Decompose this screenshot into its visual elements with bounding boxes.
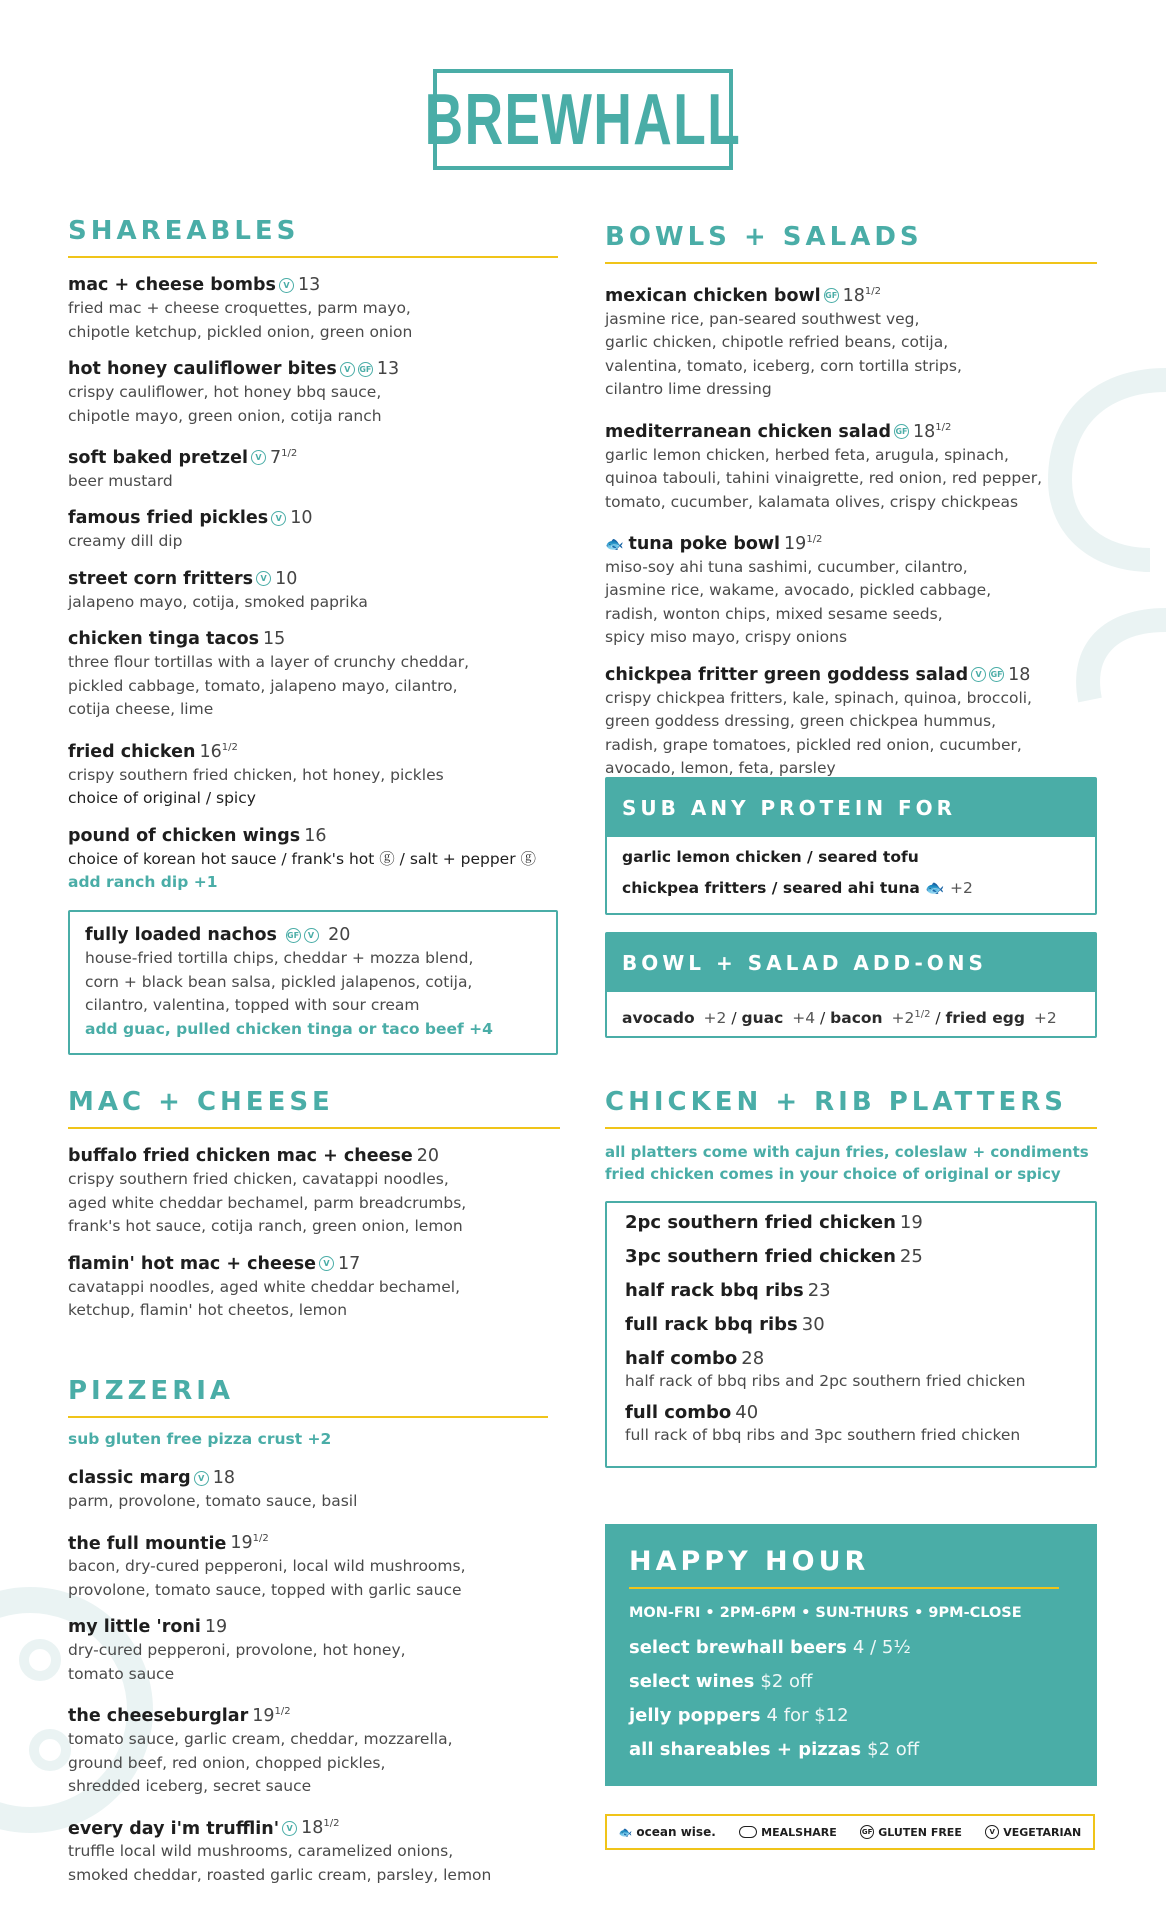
menu-item-header bbox=[605, 664, 1097, 687]
platter-item-header bbox=[625, 1279, 1077, 1303]
price-value: 19 bbox=[899, 1212, 923, 1233]
happy-hour-item-name: jelly poppers bbox=[629, 1705, 761, 1726]
menu-item-header bbox=[68, 1528, 548, 1556]
section-divider bbox=[605, 262, 1097, 264]
platter-description: full rack of bbq ribs and 3pc southern fried chicken bbox=[625, 1426, 1021, 1444]
menu-item bbox=[605, 664, 1097, 781]
dietary-badge-icon: V bbox=[256, 571, 271, 586]
menu-item-price: 20 bbox=[328, 925, 351, 946]
menu-item-header bbox=[68, 358, 558, 381]
happy-hour-item bbox=[629, 1699, 1073, 1733]
price-value: 15 bbox=[263, 629, 286, 650]
menu-item bbox=[68, 1528, 548, 1603]
protein-option-line bbox=[622, 873, 1080, 904]
menu-item-price bbox=[290, 508, 312, 528]
menu-item-price bbox=[304, 826, 326, 846]
menu-item-header bbox=[68, 1813, 548, 1841]
addons-box bbox=[605, 932, 1097, 1038]
menu-item-name: hot honey cauliflower bites bbox=[68, 359, 337, 379]
menu-item-name: mac + cheese bombs bbox=[68, 275, 276, 295]
add-on-note: add ranch dip +1 bbox=[68, 873, 218, 892]
menu-item-description: house-fried tortilla chips, cheddar + mozza blend, corn + black bean salsa, pickled jalapenos, cotija, cilantro, valentina, topped with sour cream bbox=[85, 949, 474, 1015]
price-fraction: 1/2 bbox=[274, 1706, 291, 1718]
menu-item bbox=[68, 1467, 548, 1514]
price-fraction: 1/2 bbox=[281, 448, 298, 459]
menu-item-header bbox=[68, 442, 558, 470]
menu-item-price bbox=[230, 1533, 268, 1553]
section-title: PIZZERIA bbox=[68, 1376, 235, 1406]
menu-item-name: the cheeseburglar bbox=[68, 1706, 249, 1727]
menu-item-header bbox=[605, 416, 1097, 444]
price-value: 18 bbox=[212, 1468, 235, 1488]
price-value: 7 bbox=[269, 447, 282, 468]
happy-hour-item bbox=[629, 1631, 1073, 1665]
menu-item-price bbox=[913, 422, 951, 442]
add-on-note: add guac, pulled chicken tinga or taco beef +4 bbox=[85, 1019, 493, 1038]
menu-item-choice: choice of korean hot sauce / frank's hot ⓖ / salt + pepper ⓖ bbox=[68, 849, 537, 868]
menu-item-description: crispy chickpea fritters, kale, spinach, quinoa, broccoli, green goddess dressing, green chickpea hummus, radish, grape tomatoes, pickled red onion, cucumber, avocado, lemon, feta, parsley bbox=[605, 688, 1032, 778]
menu-item-description: parm, provolone, tomato sauce, basil bbox=[68, 1492, 358, 1510]
menu-item-header bbox=[68, 507, 558, 530]
price-value: 17 bbox=[337, 1253, 361, 1274]
brewhall-logo bbox=[424, 69, 742, 170]
platter-name: half combo bbox=[625, 1348, 738, 1369]
dietary-badge-icon: V bbox=[282, 1821, 297, 1836]
menu-item-price bbox=[900, 1212, 923, 1233]
dietary-badge-icon: V bbox=[279, 278, 294, 293]
menu-item-header bbox=[68, 1700, 548, 1728]
separator: / bbox=[815, 1009, 831, 1028]
protein-option-text: chickpea fritters / seared ahi tuna bbox=[622, 879, 920, 897]
menu-item-name: mediterranean chicken salad bbox=[605, 421, 891, 442]
protein-option-price: +2 bbox=[949, 879, 973, 897]
price-fraction: 1/2 bbox=[914, 1009, 931, 1020]
menu-item-header bbox=[85, 924, 541, 947]
menu-item-header bbox=[68, 1253, 560, 1276]
menu-item-price bbox=[377, 359, 399, 379]
dietary-badge-icon: GF bbox=[989, 667, 1004, 682]
dietary-badge-icon: V bbox=[971, 667, 986, 682]
menu-item-price bbox=[735, 1402, 758, 1423]
menu-item-description: three flour tortillas with a layer of crunchy cheddar, pickled cabbage, tomato, jalapeno mayo, cilantro, cotija cheese, lime bbox=[68, 653, 469, 719]
menu-item-header bbox=[68, 568, 558, 591]
menu-item-price bbox=[301, 1818, 339, 1838]
price-fraction: 1/2 bbox=[806, 534, 823, 546]
menu-item-price bbox=[704, 1009, 727, 1027]
platter-item-header bbox=[625, 1347, 1077, 1371]
fish-icon: 🐟 bbox=[925, 879, 945, 897]
price-value: +4 bbox=[792, 1009, 816, 1028]
pizzeria-note: sub gluten free pizza crust +2 bbox=[68, 1430, 332, 1448]
menu-item-price bbox=[298, 275, 320, 295]
separator: / bbox=[930, 1009, 946, 1028]
menu-item bbox=[68, 274, 558, 344]
menu-item-price bbox=[741, 1348, 764, 1369]
menu-item bbox=[68, 736, 558, 811]
price-fraction: 1/2 bbox=[935, 421, 952, 433]
platter-item bbox=[625, 1279, 1077, 1303]
menu-item-header bbox=[605, 528, 1097, 556]
menu-item-name: soft baked pretzel bbox=[68, 447, 248, 468]
platter-item bbox=[625, 1347, 1077, 1391]
menu-item-name: tuna poke bowl bbox=[628, 533, 781, 554]
section-divider bbox=[68, 1127, 560, 1129]
menu-item-price bbox=[1008, 665, 1030, 685]
platter-item bbox=[625, 1313, 1077, 1337]
box-title: SUB ANY PROTEIN FOR bbox=[607, 779, 1095, 837]
platter-item bbox=[625, 1401, 1077, 1445]
price-value: 10 bbox=[275, 568, 298, 589]
price-value: 19 bbox=[204, 1617, 228, 1638]
price-value: +2 bbox=[703, 1009, 727, 1028]
menu-item-price bbox=[843, 286, 881, 306]
platter-description: half rack of bbq ribs and 2pc southern fried chicken bbox=[625, 1372, 1026, 1390]
menu-item-price bbox=[338, 1254, 360, 1274]
platter-item bbox=[625, 1245, 1077, 1269]
featured-item-box bbox=[68, 910, 558, 1055]
menu-item-header bbox=[68, 825, 558, 848]
legend-bar bbox=[605, 1814, 1095, 1850]
happy-hour-title: HAPPY HOUR bbox=[629, 1546, 870, 1577]
price-value: 18 bbox=[301, 1818, 324, 1839]
menu-item bbox=[605, 528, 1097, 650]
menu-item-price bbox=[213, 1468, 235, 1488]
menu-item-price bbox=[199, 742, 237, 762]
dietary-badge-icon: V bbox=[194, 1471, 209, 1486]
platters-section bbox=[605, 1085, 1097, 1468]
menu-item-header bbox=[68, 628, 558, 651]
happy-hour-item-price: $2 off bbox=[867, 1739, 920, 1760]
platter-name: full rack bbq ribs bbox=[625, 1314, 798, 1335]
menu-item-description: tomato sauce, garlic cream, cheddar, mozzarella, ground beef, red onion, chopped pickles, shredded iceberg, secret sauce bbox=[68, 1730, 453, 1796]
menu-item-name: pound of chicken wings bbox=[68, 825, 301, 846]
happy-hour-list bbox=[629, 1631, 1073, 1767]
menu-item-header bbox=[68, 736, 558, 764]
menu-item-price bbox=[275, 569, 297, 589]
legend-label: GLUTEN FREE bbox=[878, 1825, 962, 1839]
badge-group bbox=[283, 925, 319, 945]
protein-option-line: garlic lemon chicken / seared tofu bbox=[622, 848, 919, 866]
dietary-badge-icon: GF bbox=[358, 362, 373, 377]
menu-item bbox=[68, 628, 558, 722]
sub-protein-box bbox=[605, 777, 1097, 915]
platters-note: all platters come with cajun fries, coleslaw + condiments bbox=[605, 1143, 1089, 1161]
legend-label: ocean wise. bbox=[636, 1825, 716, 1839]
menu-item-name: famous fried pickles bbox=[68, 508, 269, 529]
menu-item-header bbox=[68, 274, 558, 297]
platter-item-header bbox=[625, 1211, 1077, 1235]
legend-vegetarian bbox=[985, 1825, 1081, 1839]
price-value: 28 bbox=[741, 1348, 765, 1369]
menu-item bbox=[68, 1700, 548, 1798]
price-fraction: 1/2 bbox=[864, 286, 882, 297]
legend-label: VEGETARIAN bbox=[1003, 1825, 1082, 1839]
price-value: 25 bbox=[899, 1246, 923, 1267]
menu-item bbox=[68, 1813, 548, 1888]
price-value: 18 bbox=[912, 421, 936, 442]
platter-name: full combo bbox=[625, 1402, 732, 1423]
dietary-badge-icon: V bbox=[319, 1256, 334, 1271]
vegetarian-icon: V bbox=[985, 1825, 999, 1839]
bowls-salads-section bbox=[605, 220, 1097, 781]
price-value: 16 bbox=[199, 741, 222, 762]
menu-item-name: every day i'm trufflin' bbox=[68, 1818, 280, 1839]
menu-item-price bbox=[808, 1280, 831, 1301]
shareables-section bbox=[68, 214, 558, 1055]
platters-box bbox=[605, 1201, 1097, 1468]
happy-hour-schedule: MON-FRI • 2PM-6PM • SUN-THURS • 9PM-CLOSE bbox=[629, 1605, 1022, 1621]
fish-icon: 🐟 bbox=[618, 1825, 633, 1839]
menu-item-description: crispy southern fried chicken, cavatappi noodles, aged white cheddar bechamel, parm breadcrumbs, frank's hot sauce, cotija ranch, green onion, lemon bbox=[68, 1170, 467, 1235]
menu-item bbox=[68, 1145, 560, 1239]
menu-items bbox=[68, 274, 558, 894]
menu-item-description: jalapeno mayo, cotija, smoked paprika bbox=[68, 592, 368, 611]
box-title: BOWL + SALAD ADD-ONS bbox=[607, 934, 1095, 992]
happy-hour-item-price: $2 off bbox=[760, 1671, 813, 1692]
menu-item-name: fried chicken bbox=[68, 741, 196, 762]
section-divider bbox=[68, 1416, 548, 1418]
platter-item-header bbox=[625, 1313, 1077, 1337]
price-value: 19 bbox=[784, 533, 807, 554]
menu-item bbox=[605, 280, 1097, 402]
price-value: 18 bbox=[842, 285, 865, 306]
happy-hour-item-name: all shareables + pizzas bbox=[629, 1739, 862, 1760]
menu-item-name: the full mountie bbox=[68, 1533, 227, 1554]
mac-cheese-section bbox=[68, 1085, 560, 1323]
price-value: 16 bbox=[304, 825, 327, 846]
dietary-badge-icon: GF bbox=[824, 288, 839, 303]
price-value: 19 bbox=[230, 1533, 253, 1554]
gluten-free-icon: GF bbox=[860, 1825, 874, 1839]
menu-item-price bbox=[802, 1314, 825, 1335]
price-value: +2 bbox=[891, 1009, 915, 1028]
price-value: 30 bbox=[801, 1314, 825, 1335]
addon-name: avocado bbox=[622, 1009, 695, 1028]
happy-hour-item bbox=[629, 1665, 1073, 1699]
platter-item-header bbox=[625, 1401, 1077, 1425]
menu-item-name: mexican chicken bowl bbox=[605, 285, 821, 306]
section-title: CHICKEN + RIB PLATTERS bbox=[605, 1087, 1068, 1117]
menu-item bbox=[68, 507, 558, 554]
menu-item bbox=[68, 825, 558, 895]
addon-name: fried egg bbox=[945, 1009, 1025, 1028]
price-value: 18 bbox=[1008, 664, 1031, 685]
separator: / bbox=[726, 1009, 742, 1028]
menu-item-name: flamin' hot mac + cheese bbox=[68, 1253, 316, 1274]
platter-name: 3pc southern fried chicken bbox=[625, 1246, 896, 1267]
menu-item-name: chicken tinga tacos bbox=[68, 629, 260, 650]
dietary-badge-icon: GF bbox=[286, 928, 301, 943]
platter-item bbox=[625, 1211, 1077, 1235]
dietary-badge-icon: V bbox=[251, 450, 266, 465]
menu-item-price bbox=[417, 1146, 439, 1166]
menu-item bbox=[68, 1616, 548, 1686]
menu-item-description: crispy cauliflower, hot honey bbq sauce, chipotle mayo, green onion, cotija ranch bbox=[68, 383, 382, 425]
platter-name: 2pc southern fried chicken bbox=[625, 1212, 896, 1233]
section-divider bbox=[629, 1587, 1059, 1589]
addons-line bbox=[607, 992, 1095, 1041]
menu-item-price bbox=[784, 534, 822, 554]
menu-item bbox=[68, 442, 558, 493]
menu-item-description: garlic lemon chicken, herbed feta, arugula, spinach, quinoa tabouli, tahini vinaigrette, red onion, red pepper, tomato, cucumber, kalamata olives, crispy chickpeas bbox=[605, 445, 1043, 511]
menu-item bbox=[68, 358, 558, 428]
price-value: 13 bbox=[376, 359, 400, 379]
menu-item-description: truffle local wild mushrooms, caramelized onions, smoked cheddar, roasted garlic cream, parsley, lemon bbox=[68, 1842, 492, 1884]
price-fraction: 1/2 bbox=[221, 741, 238, 753]
menu-item-description: fried mac + cheese croquettes, parm mayo, chipotle ketchup, pickled onion, green onion bbox=[68, 299, 413, 341]
happy-hour-box bbox=[605, 1524, 1097, 1786]
menu-item-name: street corn fritters bbox=[68, 568, 254, 589]
mealshare-icon bbox=[739, 1826, 757, 1838]
menu-item-description: creamy dill dip bbox=[68, 532, 183, 551]
legend-mealshare bbox=[739, 1826, 837, 1839]
section-title: MAC + CHEESE bbox=[68, 1087, 334, 1117]
menu-item-name: fully loaded nachos bbox=[85, 925, 277, 946]
addon-name: guac bbox=[741, 1009, 784, 1028]
menu-item-name: my little 'roni bbox=[68, 1617, 201, 1638]
menu-item-header bbox=[68, 1616, 548, 1639]
platter-name: half rack bbq ribs bbox=[625, 1280, 804, 1301]
price-value: +2 bbox=[1033, 1009, 1057, 1028]
menu-item-price bbox=[205, 1617, 227, 1637]
section-divider bbox=[605, 1127, 1097, 1129]
menu-item bbox=[68, 568, 558, 615]
happy-hour-item-price: 4 / 5½ bbox=[852, 1637, 911, 1658]
logo-text: BREWHALL bbox=[424, 79, 742, 160]
legend-ocean-wise bbox=[619, 1825, 716, 1839]
fish-icon: 🐟 bbox=[605, 534, 629, 553]
menu-item-name: chickpea fritter green goddess salad bbox=[605, 664, 969, 685]
section-divider bbox=[68, 256, 558, 258]
menu-items bbox=[68, 1145, 560, 1323]
happy-hour-item-name: select wines bbox=[629, 1671, 755, 1692]
legend-label: MEALSHARE bbox=[761, 1825, 837, 1839]
menu-item-price bbox=[263, 629, 285, 649]
menu-items bbox=[605, 280, 1097, 781]
dietary-badge-icon: V bbox=[340, 362, 355, 377]
menu-item-description: bacon, dry-cured pepperoni, local wild mushrooms, provolone, tomato sauce, topped with garlic sauce bbox=[68, 1557, 466, 1599]
addon-name: bacon bbox=[830, 1009, 883, 1028]
platters-note: fried chicken comes in your choice of original or spicy bbox=[605, 1165, 1061, 1183]
menu-item bbox=[68, 1253, 560, 1323]
price-value: 40 bbox=[735, 1402, 759, 1423]
menu-items bbox=[68, 1467, 548, 1887]
menu-item-price bbox=[900, 1246, 923, 1267]
price-value: 19 bbox=[252, 1706, 275, 1727]
section-title: BOWLS + SALADS bbox=[605, 222, 923, 252]
menu-item bbox=[605, 416, 1097, 514]
menu-item-description: miso-soy ahi tuna sashimi, cucumber, cilantro, jasmine rice, wakame, avocado, pickled cabbage, radish, wonton chips, mixed sesame seeds, spicy miso mayo, crispy onions bbox=[605, 557, 992, 647]
menu-item-header bbox=[68, 1467, 548, 1490]
section-title: SHAREABLES bbox=[68, 216, 300, 246]
happy-hour-item bbox=[629, 1733, 1073, 1767]
dietary-badge-icon: V bbox=[271, 511, 286, 526]
dietary-badge-icon: GF bbox=[894, 424, 909, 439]
menu-item-price bbox=[892, 1009, 931, 1027]
legend-gluten-free bbox=[860, 1825, 962, 1839]
menu-item-price bbox=[792, 1009, 815, 1027]
menu-item-description: cavatappi noodles, aged white cheddar bechamel, ketchup, flamin' hot cheetos, lemon bbox=[68, 1277, 461, 1319]
happy-hour-item-price: 4 for $12 bbox=[766, 1705, 849, 1726]
menu-item-description: beer mustard bbox=[68, 471, 173, 490]
menu-item-description: dry-cured pepperoni, provolone, hot honey, tomato sauce bbox=[68, 1641, 406, 1683]
menu-item-name: classic marg bbox=[68, 1468, 191, 1488]
menu-item-header bbox=[605, 280, 1097, 308]
menu-item-price bbox=[252, 1706, 290, 1726]
menu-item-price bbox=[270, 448, 297, 468]
price-value: 20 bbox=[416, 1146, 440, 1166]
menu-item-header bbox=[68, 1145, 560, 1168]
menu-item-price bbox=[1034, 1009, 1057, 1027]
happy-hour-item-name: select brewhall beers bbox=[629, 1637, 847, 1658]
price-fraction: 1/2 bbox=[323, 1818, 340, 1830]
price-fraction: 1/2 bbox=[252, 1533, 269, 1545]
menu-item-description: crispy southern fried chicken, hot honey, pickles bbox=[68, 765, 444, 784]
pizzeria-section bbox=[68, 1374, 548, 1887]
dietary-badge-icon: V bbox=[304, 928, 319, 943]
price-value: 23 bbox=[807, 1280, 831, 1301]
menu-item-description: jasmine rice, pan-seared southwest veg, garlic chicken, chipotle refried beans, cotija, valentina, tomato, iceberg, corn tortilla strips, cilantro lime dressing bbox=[605, 309, 962, 399]
platter-item-header bbox=[625, 1245, 1077, 1269]
price-value: 13 bbox=[297, 275, 321, 295]
menu-item-choice: choice of original / spicy bbox=[68, 789, 256, 808]
price-value: 10 bbox=[290, 508, 313, 529]
menu-item-name: buffalo fried chicken mac + cheese bbox=[68, 1146, 413, 1166]
